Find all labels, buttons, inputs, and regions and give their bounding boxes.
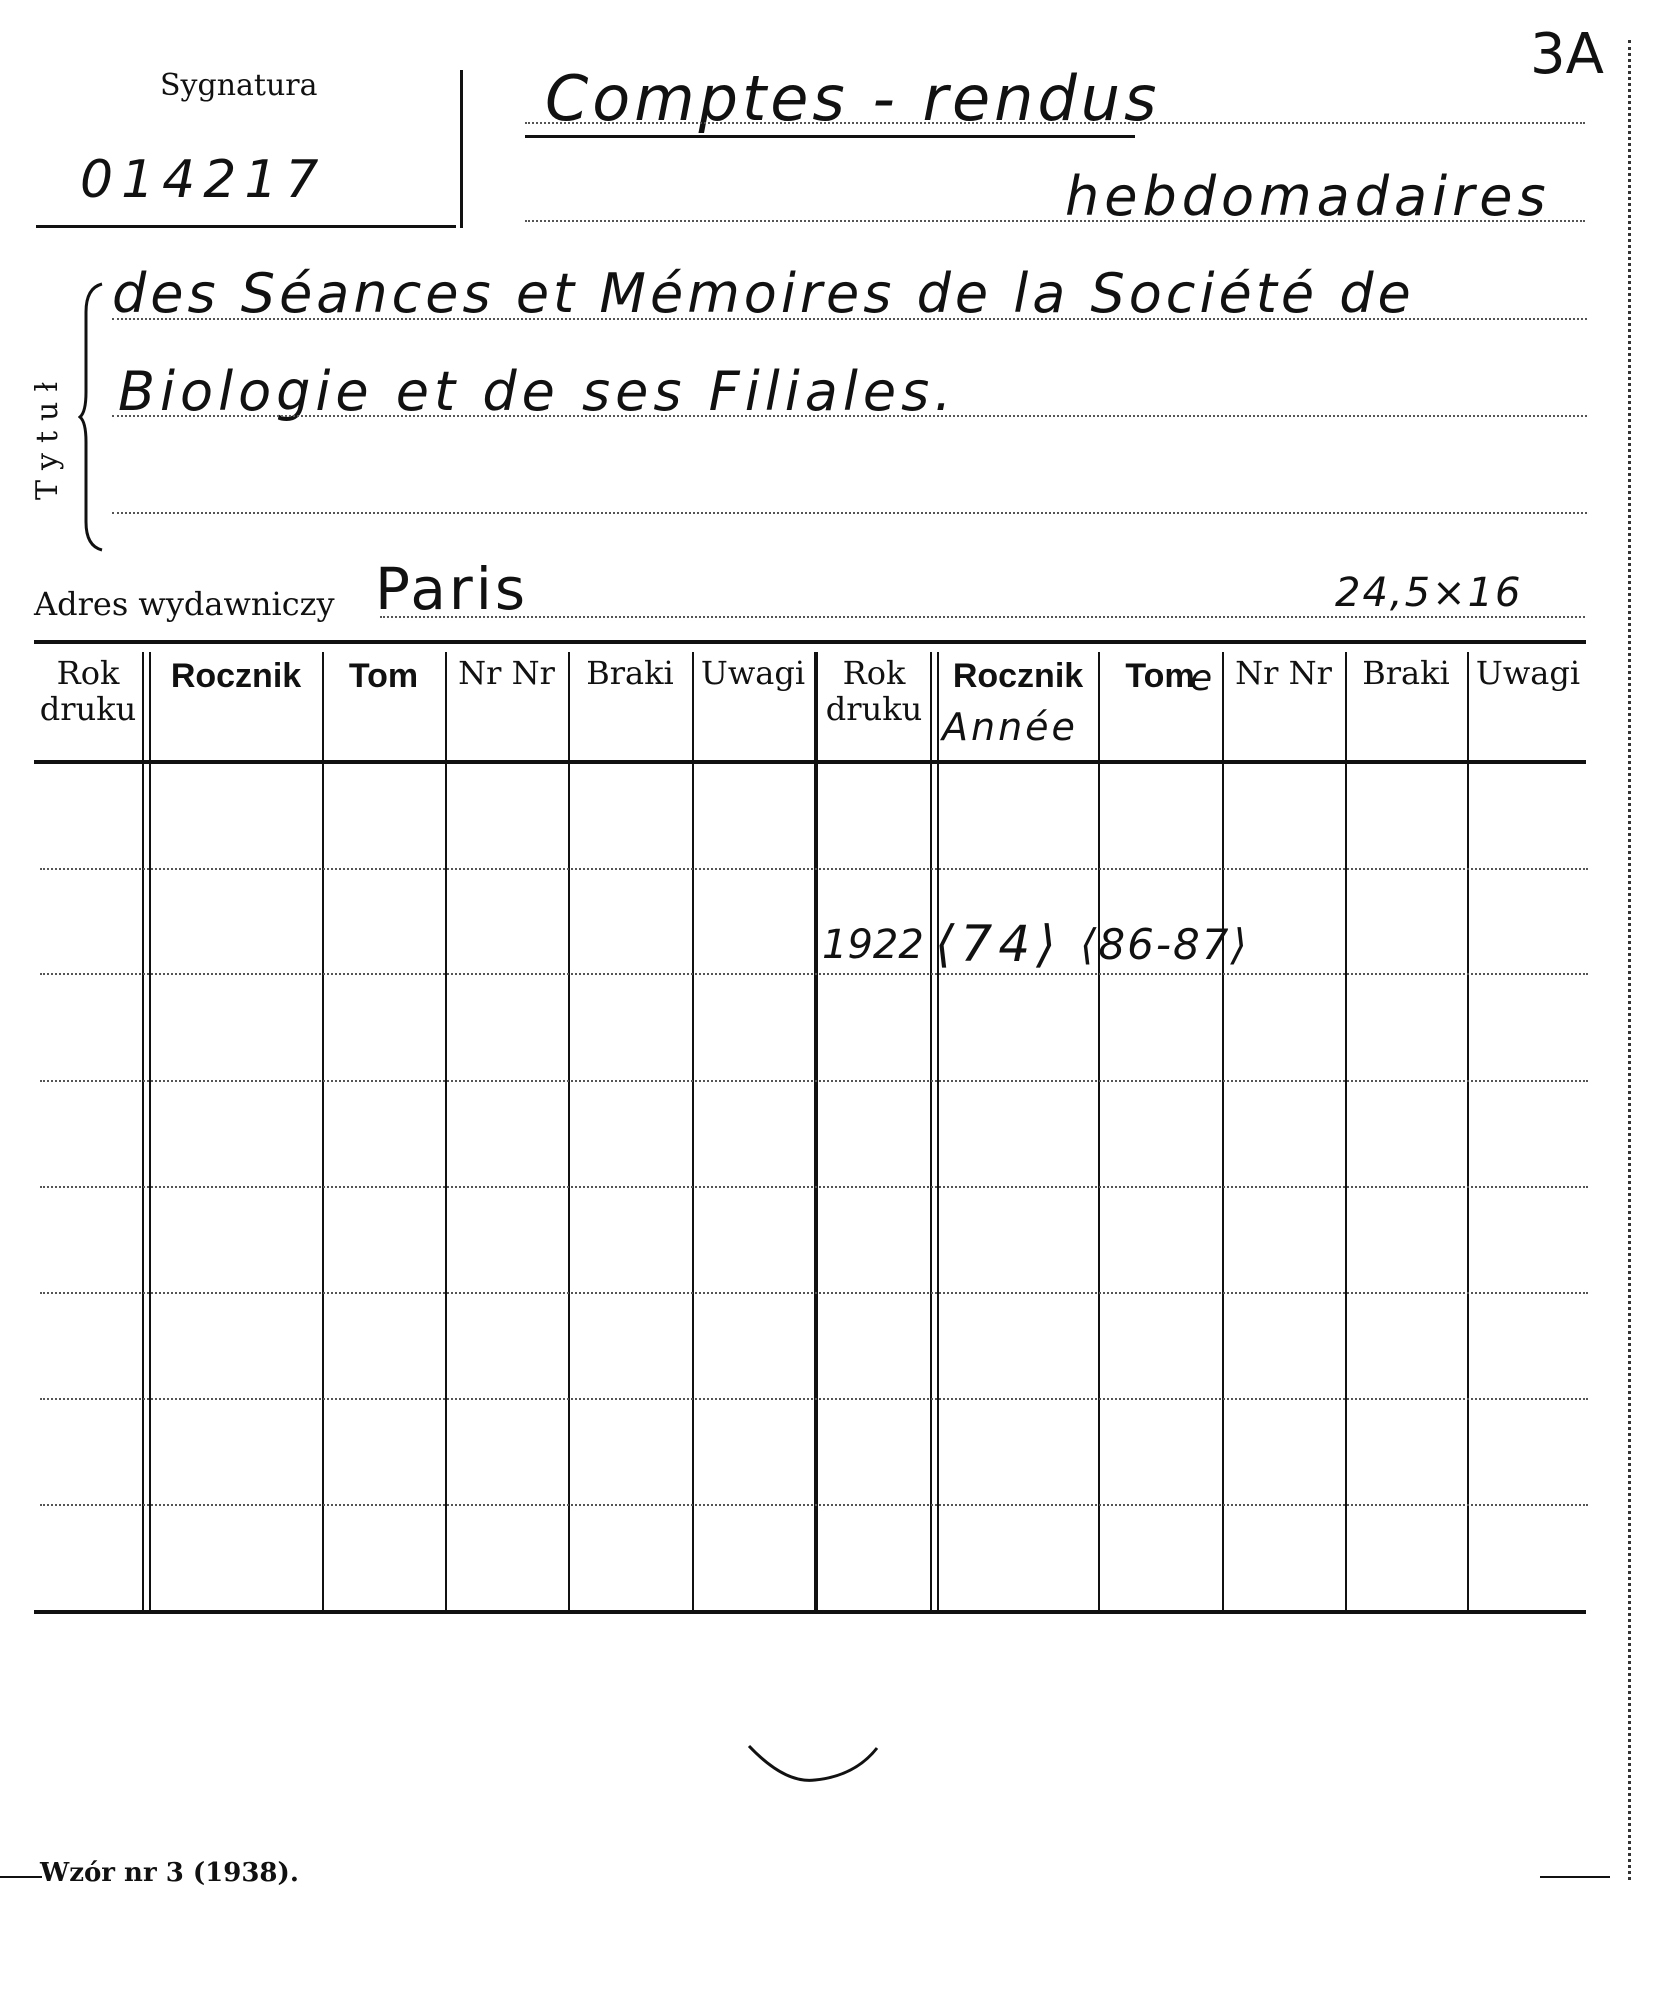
title-underline — [525, 135, 1135, 138]
col-tom: Tom — [348, 657, 419, 695]
title-line-1: Comptes - rendus — [545, 62, 1161, 135]
publisher-label: Adres wydawniczy — [34, 585, 335, 623]
col-rocznik-right: Rocznik — [952, 657, 1084, 695]
col-rok-druku-right: Rok druku — [825, 654, 923, 728]
col-uwagi: Uwagi — [700, 654, 806, 692]
publisher-value: Paris — [375, 555, 529, 623]
col-braki-right: Braki — [1362, 654, 1450, 692]
table-center-divider — [814, 652, 818, 1610]
col-tom-right: Tom — [1125, 657, 1195, 695]
title-label: Tytuł — [30, 371, 65, 500]
col-rok-druku: Rok druku — [39, 654, 137, 728]
col-uwagi-right: Uwagi — [1475, 654, 1581, 692]
pencil-mark — [745, 1740, 885, 1790]
signature-label: Sygnatura — [160, 68, 318, 103]
col-nr-nr: Nr Nr — [458, 654, 555, 692]
rocznik-annee-note: Année — [942, 705, 1078, 749]
scan-edge — [1628, 40, 1631, 1880]
format-dimensions: 24,5×16 — [1335, 570, 1523, 616]
title-line-4: Biologie et de ses Filiales. — [118, 360, 957, 423]
signature-underline — [36, 225, 456, 228]
table-top-rule — [34, 640, 1586, 644]
title-line-3: des Séances et Mémoires de la Société de — [112, 262, 1415, 325]
entry-rocznik: ⟨74⟩ — [935, 915, 1062, 973]
entry-tom: ⟨86-87⟩ — [1080, 920, 1249, 969]
col-nr-nr-right: Nr Nr — [1235, 654, 1332, 692]
title-brace — [78, 282, 108, 552]
corner-mark: 3A — [1530, 22, 1604, 87]
table-header-rule — [34, 760, 1586, 764]
form-number: Wzór nr 3 (1938). — [40, 1858, 299, 1888]
tom-e-note: e — [1190, 658, 1216, 699]
col-braki: Braki — [586, 654, 674, 692]
title-line-2: hebdomadaires — [1065, 165, 1551, 228]
entry-rok-druku: 1922 — [822, 922, 924, 968]
signature-value: 014217 — [80, 150, 327, 210]
signature-divider — [460, 70, 463, 228]
table-bottom-rule — [34, 1610, 1586, 1614]
col-rocznik: Rocznik — [170, 657, 302, 695]
